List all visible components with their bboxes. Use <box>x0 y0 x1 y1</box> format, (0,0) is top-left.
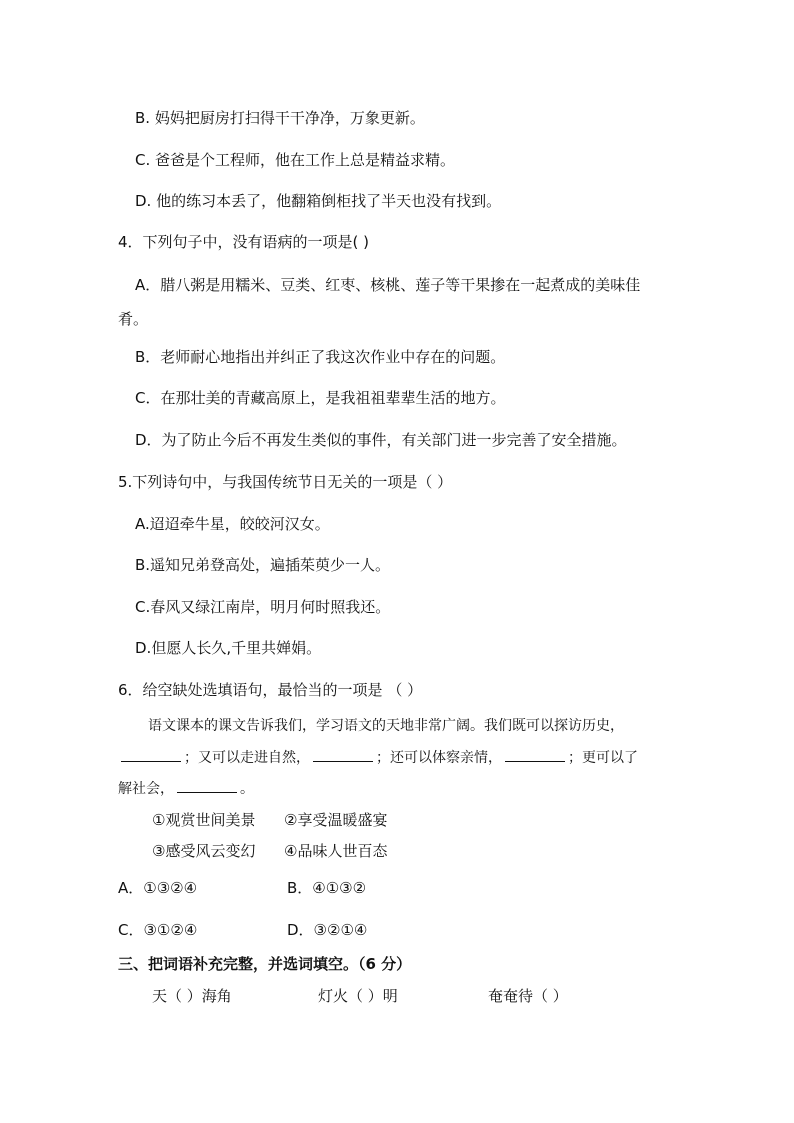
q6-passage-line3 <box>118 778 254 799</box>
answer-blank-4[interactable] <box>177 778 237 793</box>
q3-option-b: B. 妈妈把厨房打扫得干干净净，万象更新。 <box>135 109 425 127</box>
section-3-item-2: 灯火（ ）明 <box>318 987 398 1005</box>
q6-option-d: D．③②①④ <box>287 921 368 939</box>
q6-option-c: C．③①②④ <box>118 921 198 939</box>
q4-option-c: C．在那壮美的青藏高原上，是我祖祖辈辈生活的地方。 <box>135 389 506 407</box>
q6-option-a: A．①③②④ <box>118 879 198 897</box>
q5-option-c: C.春风又绿江南岸，明月何时照我还。 <box>135 598 391 616</box>
q4-option-b: B．老师耐心地指出并纠正了我这次作业中存在的问题。 <box>135 348 506 366</box>
section-3-item-1: 天（ ）海角 <box>152 987 232 1005</box>
q6-stem: 6．给空缺处选填语句，最恰当的一项是 （ ） <box>118 681 423 699</box>
q5-option-b: B.遥知兄弟登高处，遍插茱萸少一人。 <box>135 556 391 574</box>
q5-option-a: A.迢迢牵牛星，皎皎河汉女。 <box>135 515 330 533</box>
q6-choice-1: ①观赏世间美景 <box>152 811 256 829</box>
section-3-heading: 三、把词语补充完整，并选词填空。（6 分） <box>118 955 412 973</box>
passage-segment-4: 解社会， <box>118 781 174 797</box>
answer-blank-3[interactable] <box>505 747 565 762</box>
q3-option-d: D. 他的练习本丢了，他翻箱倒柜找了半天也没有找到。 <box>135 192 502 210</box>
q4-stem: 4．下列句子中，没有语病的一项是( ) <box>118 233 370 251</box>
answer-blank-2[interactable] <box>313 747 373 762</box>
q6-choice-2: ②享受温暖盛宴 <box>284 811 388 829</box>
passage-segment-3: ；更可以了 <box>568 750 638 766</box>
q4-option-a-line2: 肴。 <box>118 310 149 328</box>
q5-option-d: D.但愿人长久,千里共婵娟。 <box>135 639 322 657</box>
q6-option-b: B．④①③② <box>287 879 367 897</box>
passage-segment-2: ；还可以体察亲情， <box>376 750 502 766</box>
q3-option-c: C. 爸爸是个工程师，他在工作上总是精益求精。 <box>135 151 456 169</box>
q6-choice-4: ④品味人世百态 <box>284 842 388 860</box>
q6-choice-3: ③感受风云变幻 <box>152 842 256 860</box>
passage-segment-1: ；又可以走进自然， <box>184 750 310 766</box>
q4-option-d: D．为了防止今后不再发生类似的事件，有关部门进一步完善了安全措施。 <box>135 431 627 449</box>
passage-end: 。 <box>240 781 254 797</box>
q6-passage-line2 <box>118 747 638 768</box>
q6-passage-line1: 语文课本的课文告诉我们，学习语文的天地非常广阔。我们既可以探访历史， <box>148 718 624 734</box>
q4-option-a-line1: A．腊八粥是用糯米、豆类、红枣、核桃、莲子等干果掺在一起煮成的美味佳 <box>135 276 641 294</box>
answer-blank-1[interactable] <box>121 747 181 762</box>
section-3-item-3: 奄奄待（ ） <box>488 987 568 1005</box>
q5-stem: 5.下列诗句中，与我国传统节日无关的一项是（ ） <box>118 473 453 491</box>
